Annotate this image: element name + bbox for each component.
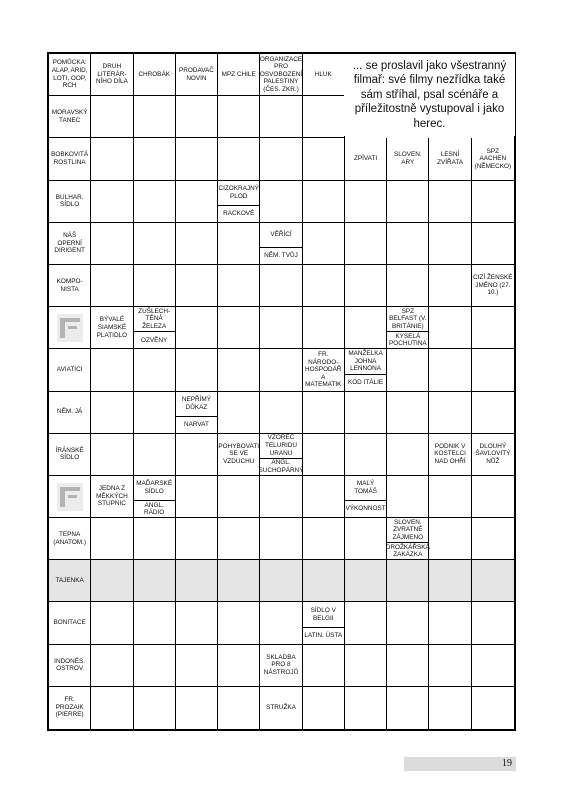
answer-cell[interactable] [387, 181, 429, 223]
publisher-logo-icon [49, 476, 91, 518]
answer-cell[interactable] [134, 518, 176, 560]
clue-cell [91, 54, 133, 96]
answer-cell[interactable] [303, 96, 345, 138]
answer-cell[interactable] [91, 645, 133, 687]
answer-cell[interactable] [176, 349, 218, 391]
clue-text: ORGANIZACE PRO OSVOBOZENÍ PALESTINY (ČES. ZKR.) [259, 55, 303, 93]
answer-cell[interactable] [387, 560, 429, 602]
clue-text: MAĎARSKÉ SÍDLO [134, 476, 175, 501]
answer-cell[interactable] [387, 223, 429, 265]
clue-text: VĚŘÍCÍ [260, 223, 301, 248]
answer-cell[interactable] [176, 518, 218, 560]
answer-cell[interactable] [387, 687, 429, 729]
clue-text: SPZ BELFAST (V. BRITÁNIE) [387, 307, 428, 332]
clue-cell [49, 54, 91, 96]
clue-text: DRUH LITERÁR-NÍHO DÍLA [95, 63, 128, 86]
answer-cell[interactable] [91, 96, 133, 138]
answer-cell[interactable] [91, 434, 133, 476]
split-clue-cell [176, 392, 218, 434]
puzzle-hint-text: ... se proslavil jako všestranný filmař: své filmy nezřídka také sám stříhal, psal scénáře a příležitostně vystupoval i jako herec. [344, 54, 515, 136]
answer-cell[interactable] [345, 602, 387, 644]
clue-cell [49, 96, 91, 138]
answer-cell[interactable] [176, 265, 218, 307]
answer-cell[interactable] [218, 349, 260, 391]
clue-cell [49, 349, 91, 391]
answer-cell[interactable] [218, 96, 260, 138]
clue-text: SÍDLO V BELGII [303, 602, 344, 627]
answer-cell[interactable] [303, 265, 345, 307]
answer-cell[interactable] [429, 181, 471, 223]
clue-text: LATIN. ÚSTA [304, 631, 343, 639]
answer-cell[interactable] [387, 349, 429, 391]
clue-text: TAJENKA [55, 577, 84, 585]
answer-cell[interactable] [472, 307, 514, 349]
answer-cell[interactable] [134, 181, 176, 223]
clue-cell [49, 602, 91, 644]
clue-text: MALÝ TOMÁŠ [345, 476, 386, 501]
clue-text: ANGL. SUCHOPÁRNÝ [258, 459, 304, 474]
answer-cell[interactable] [176, 96, 218, 138]
answer-cell[interactable] [260, 518, 302, 560]
answer-cell[interactable] [218, 560, 260, 602]
clue-cell [429, 138, 471, 180]
clue-text: BOBKOVITÁ ROSTLINA [51, 151, 89, 166]
answer-cell[interactable] [91, 687, 133, 729]
clue-cell [134, 54, 176, 96]
answer-cell[interactable] [345, 518, 387, 560]
answer-cell[interactable] [303, 560, 345, 602]
answer-cell[interactable] [345, 265, 387, 307]
answer-cell[interactable] [134, 560, 176, 602]
clue-cell [49, 687, 91, 729]
answer-cell[interactable] [429, 223, 471, 265]
clue-text: LESNÍ ZVÍŘATA [437, 151, 464, 166]
answer-cell[interactable] [472, 392, 514, 434]
answer-cell[interactable] [260, 392, 302, 434]
clue-text: ANGL. RÁDIO [144, 501, 165, 517]
answer-cell[interactable] [176, 138, 218, 180]
clue-cell [91, 476, 133, 518]
split-clue-cell [218, 181, 260, 223]
answer-cell[interactable] [387, 434, 429, 476]
clue-text: INDONÉS. OSTROV [54, 657, 86, 673]
clue-text: NÁŠ OPERNÍ DIRIGENT [54, 231, 85, 255]
clue-text: CIZÍ ŽENSKÉ JMÉNO (27. 10.) [473, 274, 513, 297]
clue-text: CHROBÁK [138, 70, 170, 78]
answer-cell[interactable] [303, 476, 345, 518]
answer-cell[interactable] [260, 96, 302, 138]
answer-cell[interactable] [345, 223, 387, 265]
answer-cell[interactable] [218, 645, 260, 687]
answer-cell[interactable] [134, 96, 176, 138]
clue-text: ÍRÁNSKÉ SÍDLO [55, 446, 84, 462]
answer-cell[interactable] [472, 476, 514, 518]
answer-cell[interactable] [429, 560, 471, 602]
clue-cell [303, 54, 345, 96]
answer-cell[interactable] [345, 392, 387, 434]
answer-cell[interactable] [176, 645, 218, 687]
clue-text: MPZ CHILE [221, 70, 256, 78]
answer-cell[interactable] [303, 223, 345, 265]
clue-text: ZPÍVATI [353, 155, 378, 163]
clue-cell [49, 181, 91, 223]
answer-cell[interactable] [91, 518, 133, 560]
answer-cell[interactable] [429, 265, 471, 307]
split-clue-cell [260, 223, 302, 265]
answer-cell[interactable] [429, 602, 471, 644]
clue-cell [49, 265, 91, 307]
clue-text: FR. PROZAIK (PIERRE) [55, 696, 84, 719]
clue-text: KOMPO-NISTA [56, 277, 83, 293]
answer-cell[interactable] [218, 307, 260, 349]
clue-text: BÝVALÉ SIAMSKÉ PLATIDLO [96, 316, 128, 339]
split-clue-cell [345, 476, 387, 518]
clue-text: DLOUHÝ ŠAVLOVITÝ NŮŽ [475, 442, 511, 466]
answer-cell[interactable] [91, 223, 133, 265]
answer-cell[interactable] [429, 518, 471, 560]
answer-cell[interactable] [472, 349, 514, 391]
answer-cell[interactable] [387, 476, 429, 518]
answer-cell[interactable] [429, 645, 471, 687]
answer-cell[interactable] [260, 265, 302, 307]
answer-cell[interactable] [303, 181, 345, 223]
answer-cell[interactable] [345, 687, 387, 729]
clue-cell [218, 434, 260, 476]
answer-cell[interactable] [387, 392, 429, 434]
answer-cell[interactable] [176, 602, 218, 644]
answer-cell[interactable] [176, 560, 218, 602]
answer-cell[interactable] [429, 476, 471, 518]
answer-cell[interactable] [345, 181, 387, 223]
answer-cell[interactable] [260, 138, 302, 180]
clue-text: BULHAR. SÍDLO [55, 193, 84, 209]
clue-text: POHYBOVATI SE VE VZDUCHU [218, 442, 260, 466]
answer-cell[interactable] [303, 518, 345, 560]
answer-cell[interactable] [260, 476, 302, 518]
answer-cell[interactable] [134, 602, 176, 644]
clue-text: SPZ AACHEN (NĚMECKO) [474, 147, 512, 170]
clue-text: VÝKONNOST [345, 505, 386, 513]
clue-cell [260, 645, 302, 687]
logo-mark-icon [57, 483, 83, 511]
answer-cell[interactable] [260, 349, 302, 391]
answer-cell[interactable] [345, 645, 387, 687]
clue-text: FR. NÁRODO-HOSPODÁŘ A MATEMATIK [304, 350, 342, 389]
answer-cell[interactable] [176, 307, 218, 349]
answer-cell[interactable] [176, 687, 218, 729]
clue-text: MANŽELKA JOHNA LENNONA [345, 349, 386, 374]
clue-text: BONITACE [53, 619, 86, 627]
answer-cell[interactable] [429, 687, 471, 729]
answer-cell[interactable] [303, 307, 345, 349]
clue-text: NĚM. TVŮJ [264, 252, 298, 260]
clue-text: NEPŘÍMÝ DŮKAZ [176, 392, 217, 417]
answer-cell[interactable] [260, 602, 302, 644]
split-clue-cell [260, 434, 302, 476]
clue-text: RACKOVÉ [223, 210, 255, 218]
answer-cell[interactable] [260, 560, 302, 602]
answer-cell[interactable] [218, 687, 260, 729]
clue-text: SLOVEN. ZVRATNÉ ZÁJMENO [387, 518, 428, 543]
answer-cell[interactable] [176, 223, 218, 265]
clue-cell [49, 645, 91, 687]
answer-cell[interactable] [345, 434, 387, 476]
answer-cell[interactable] [429, 307, 471, 349]
answer-cell[interactable] [303, 687, 345, 729]
clue-text: HLUK [314, 70, 332, 78]
answer-cell[interactable] [429, 392, 471, 434]
clue-cell [49, 138, 91, 180]
answer-cell[interactable] [218, 265, 260, 307]
answer-cell[interactable] [91, 349, 133, 391]
answer-cell[interactable] [303, 138, 345, 180]
clue-cell [472, 138, 514, 180]
answer-cell[interactable] [387, 645, 429, 687]
clue-cell [345, 138, 387, 180]
answer-cell[interactable] [429, 349, 471, 391]
answer-cell[interactable] [91, 138, 133, 180]
answer-cell[interactable] [134, 434, 176, 476]
clue-cell [49, 560, 91, 602]
answer-cell[interactable] [218, 476, 260, 518]
answer-cell[interactable] [218, 392, 260, 434]
answer-cell[interactable] [472, 223, 514, 265]
publisher-logo-icon [49, 307, 91, 349]
answer-cell[interactable] [218, 138, 260, 180]
clue-text: VZOREC TELURIDU URANU [260, 434, 301, 459]
answer-cell[interactable] [134, 687, 176, 729]
clue-text: SKLADBA PRO 8 NÁSTROJŮ [263, 653, 299, 677]
answer-cell[interactable] [472, 181, 514, 223]
clue-cell [429, 434, 471, 476]
clue-cell [49, 518, 91, 560]
answer-cell[interactable] [303, 434, 345, 476]
clue-cell [472, 434, 514, 476]
clue-cell [49, 223, 91, 265]
clue-text: KÓD ITÁLIE [347, 378, 384, 386]
answer-cell[interactable] [345, 560, 387, 602]
answer-cell[interactable] [218, 518, 260, 560]
clue-text: PRODAVAČ NOVIN [178, 67, 214, 82]
clue-cell [472, 265, 514, 307]
clue-text: CIZOKRAJNÝ PLOD [218, 181, 259, 206]
answer-cell[interactable] [472, 518, 514, 560]
clue-cell [387, 138, 429, 180]
answer-cell[interactable] [134, 138, 176, 180]
clue-text: KYSELÁ POCHUTINA [388, 332, 427, 348]
answer-cell[interactable] [176, 434, 218, 476]
answer-cell[interactable] [218, 223, 260, 265]
logo-mark-icon [57, 314, 83, 342]
answer-cell[interactable] [134, 349, 176, 391]
answer-cell[interactable] [91, 181, 133, 223]
answer-cell[interactable] [260, 181, 302, 223]
answer-cell[interactable] [176, 181, 218, 223]
clue-text: OZVĚNY [141, 336, 168, 344]
clue-cell [260, 687, 302, 729]
clue-cell [176, 54, 218, 96]
split-clue-cell [134, 476, 176, 518]
answer-cell[interactable] [134, 265, 176, 307]
answer-cell[interactable] [91, 265, 133, 307]
clue-cell [49, 434, 91, 476]
answer-cell[interactable] [472, 602, 514, 644]
answer-cell[interactable] [260, 307, 302, 349]
split-clue-cell [345, 349, 387, 391]
answer-cell[interactable] [345, 307, 387, 349]
clue-text: TEPNA (ANATOM.) [53, 531, 87, 546]
clue-text: POMŮCKA: ALAP, ARID, LOTI, OOP, RCH [51, 59, 88, 90]
clue-text: PODNIK V KOSTELCI NAD OHŘÍ [434, 442, 466, 466]
page-number: 19 [502, 758, 512, 769]
clue-cell [91, 307, 133, 349]
clue-text: MORAVSKÝ TANEC [51, 109, 88, 124]
clue-text: ZUŠLECH-TĚNÁ ŽELEZA [134, 307, 175, 332]
clue-text: STRUŽKA [266, 703, 296, 711]
clue-text: AVIATICI [56, 366, 83, 374]
answer-cell[interactable] [91, 392, 133, 434]
crossword-grid [47, 52, 516, 731]
answer-cell[interactable] [387, 602, 429, 644]
answer-cell[interactable] [472, 687, 514, 729]
clue-cell [303, 349, 345, 391]
clue-cell [260, 54, 302, 96]
answer-cell[interactable] [91, 602, 133, 644]
answer-cell[interactable] [134, 223, 176, 265]
split-clue-cell [303, 602, 345, 644]
clue-cell [49, 392, 91, 434]
clue-text: SLOVEN. ARY [393, 151, 422, 166]
answer-cell[interactable] [91, 560, 133, 602]
answer-cell[interactable] [303, 392, 345, 434]
split-clue-cell [387, 307, 429, 349]
answer-cell[interactable] [134, 392, 176, 434]
answer-cell[interactable] [176, 476, 218, 518]
answer-cell[interactable] [472, 560, 514, 602]
split-clue-cell [134, 307, 176, 349]
clue-text: JEDNA Z MĚKKÝCH STUPNIC [96, 485, 128, 508]
answer-cell[interactable] [303, 645, 345, 687]
clue-text: NĚM. JÁ [57, 408, 83, 416]
split-clue-cell [387, 518, 429, 560]
page-number-bar [404, 757, 516, 771]
answer-cell[interactable] [134, 645, 176, 687]
clue-text: DROŽKÁŘSKÁ ZAKÁZKA [385, 543, 430, 559]
clue-cell [218, 54, 260, 96]
clue-text: NARVAT [184, 420, 209, 428]
answer-cell[interactable] [472, 645, 514, 687]
answer-cell[interactable] [387, 265, 429, 307]
answer-cell[interactable] [218, 602, 260, 644]
